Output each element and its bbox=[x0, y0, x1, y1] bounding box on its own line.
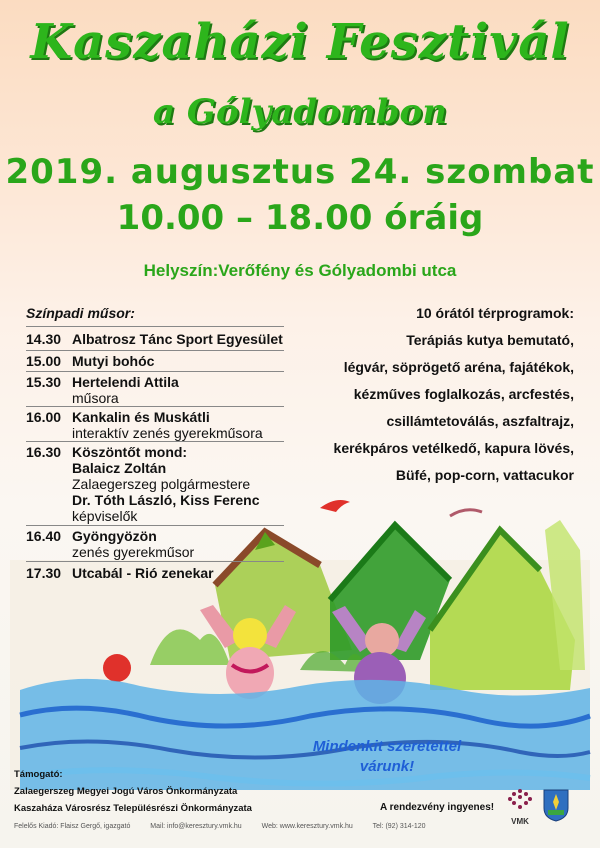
footer bbox=[14, 823, 444, 830]
stage-item-name: Hertelendi Attila bbox=[72, 374, 179, 390]
stage-item bbox=[26, 331, 316, 347]
stage-item bbox=[26, 528, 316, 560]
greeting-line: Mindenkit szeretettel bbox=[312, 738, 462, 755]
stage-item-time: 15.30 bbox=[26, 374, 62, 390]
divider bbox=[26, 561, 284, 562]
divider bbox=[26, 406, 284, 407]
divider bbox=[26, 326, 284, 327]
divider bbox=[26, 350, 284, 351]
stage-item-time: 16.00 bbox=[26, 409, 62, 425]
stage-item bbox=[26, 565, 316, 581]
stage-item-name: Albatrosz Tánc Sport Egyesület bbox=[72, 331, 283, 347]
vmk-logo bbox=[505, 788, 535, 824]
footer-publisher: Felelős Kiadó: Flaisz Gergő, igazgató bbox=[14, 823, 131, 830]
field-program-item: Büfé, pop-corn, vattacukor bbox=[395, 467, 574, 483]
festival-subtitle: a Gólyadombon bbox=[153, 92, 447, 132]
greeting-line: várunk! bbox=[359, 758, 415, 775]
field-program-item: Terápiás kutya bemutató, bbox=[406, 332, 574, 348]
field-program-item: csillámtetoválás, aszfaltrajz, bbox=[386, 413, 574, 429]
field-program-item: kézműves foglalkozás, arcfestés, bbox=[353, 386, 574, 402]
stage-item-name: Kankalin és Muskátli bbox=[72, 409, 210, 425]
stage-item-desc: zenés gyerekműsor bbox=[72, 544, 195, 560]
stage-item-time: 14.30 bbox=[26, 331, 62, 347]
stage-item-desc: képviselők bbox=[72, 508, 138, 524]
sponsor-line: Zalaegerszeg Megyei Jogú Város Önkormányzata bbox=[14, 786, 238, 797]
bird bbox=[320, 500, 350, 512]
sponsor-line: Kaszaháza Városrész Településrészi Önkormányzata bbox=[14, 803, 252, 814]
stage-item-name: Balaicz Zoltán bbox=[72, 460, 167, 476]
field-programs bbox=[274, 305, 574, 494]
festival-title: Kaszaházi Fesztivál bbox=[30, 14, 570, 70]
field-programs-title: 10 órától térprogramok: bbox=[416, 305, 574, 321]
stage-item-name: Mutyi bohóc bbox=[72, 353, 155, 369]
stage-item-time: 16.30 bbox=[26, 444, 62, 460]
stage-item-time: 15.00 bbox=[26, 353, 62, 369]
coat-of-arms-logo bbox=[542, 788, 570, 822]
stage-item-time: 16.40 bbox=[26, 528, 62, 544]
stage-item-name: Gyöngyözön bbox=[72, 528, 157, 544]
stage-item bbox=[26, 444, 316, 524]
coat-of-arms-icon bbox=[542, 788, 570, 822]
footer-tel: Tel: (92) 314-120 bbox=[372, 823, 426, 830]
event-date: 2019. augusztus 24. szombat bbox=[5, 152, 595, 192]
sun bbox=[103, 654, 131, 682]
greeting bbox=[292, 737, 482, 777]
footer-web: Web: www.keresztury.vmk.hu bbox=[261, 823, 353, 830]
stage-item-desc: interaktív zenés gyerekműsora bbox=[72, 425, 263, 441]
event-time: 10.00 – 18.00 óráig bbox=[116, 198, 484, 238]
stage-item-desc: Zalaegerszeg polgármestere bbox=[72, 476, 251, 492]
footer-mail: Mail: info@keresztury.vmk.hu bbox=[150, 823, 242, 830]
stage-item-name: Köszöntőt mond: bbox=[72, 444, 188, 460]
bird bbox=[450, 510, 482, 516]
stage-item-name: Dr. Tóth László, Kiss Ferenc bbox=[72, 492, 260, 508]
divider bbox=[26, 371, 284, 372]
stage-item bbox=[26, 409, 316, 441]
event-location: Helyszín:Verőfény és Gólyadombi utca bbox=[143, 261, 457, 280]
vmk-logo-icon bbox=[505, 788, 535, 812]
field-program-item: légvár, söprögető aréna, fajátékok, bbox=[343, 359, 574, 375]
stage-item-time: 17.30 bbox=[26, 565, 62, 581]
stage-program-title: Színpadi műsor: bbox=[26, 305, 135, 321]
stage-item bbox=[26, 353, 316, 369]
divider bbox=[26, 525, 284, 526]
field-program-item: kerékpáros vetélkedő, kapura lövés, bbox=[333, 440, 574, 456]
free-entry-note: A rendezvény ingyenes! bbox=[380, 802, 495, 813]
vmk-logo-text: VMK bbox=[511, 817, 529, 826]
stage-item bbox=[26, 374, 316, 406]
divider bbox=[26, 441, 284, 442]
stage-item-desc: műsora bbox=[72, 390, 119, 406]
stage-item-name: Utcabál - Rió zenekar bbox=[72, 565, 214, 581]
sponsor-label: Támogató: bbox=[14, 769, 63, 780]
